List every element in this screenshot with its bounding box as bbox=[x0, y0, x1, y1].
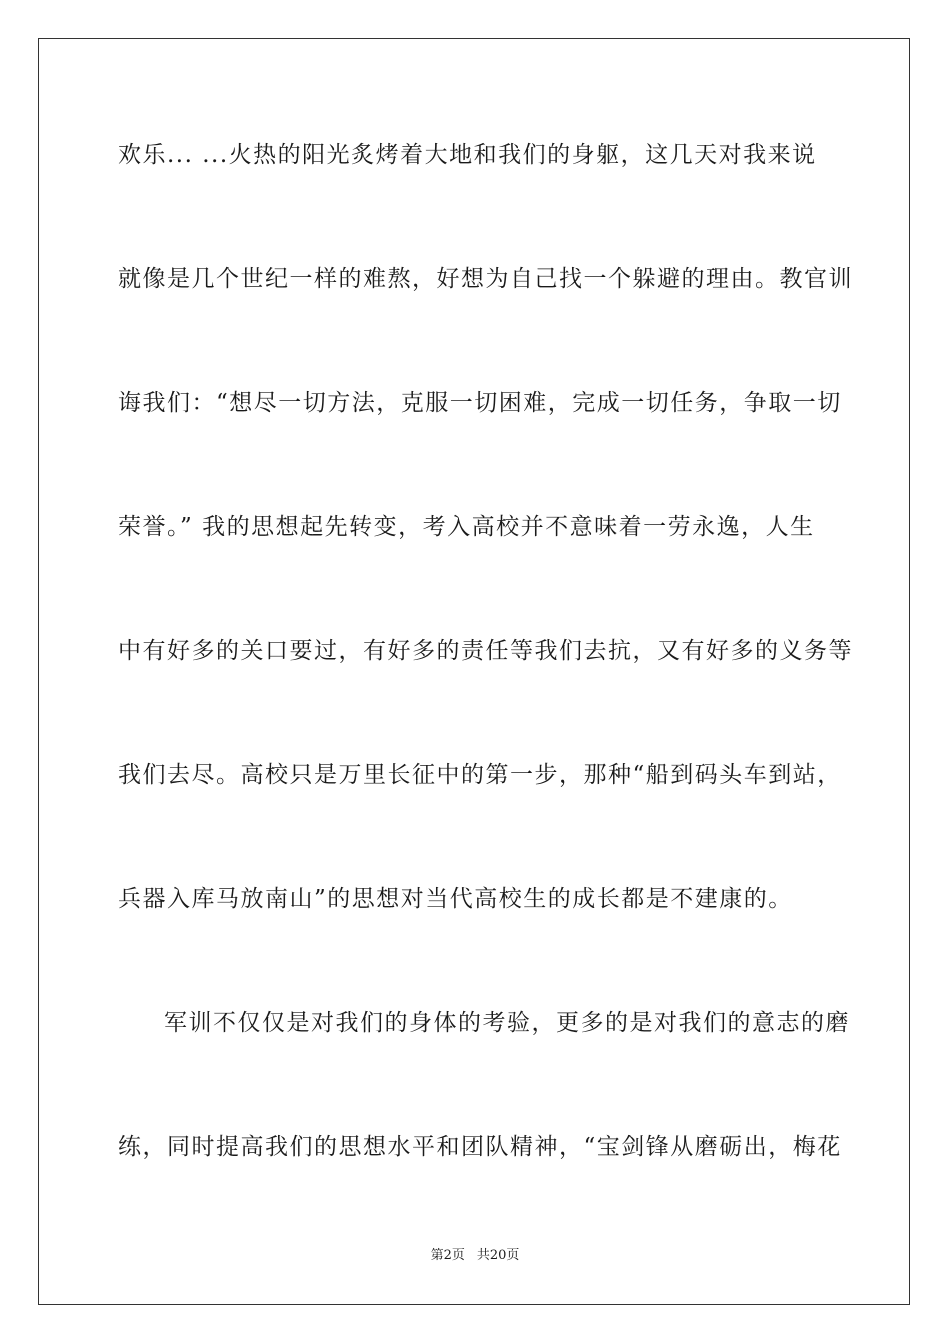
paragraph-first-line: 军训不仅仅是对我们的身体的考验，更多的是对我们的意志的磨 bbox=[164, 1010, 850, 1036]
text-line: 中有好多的关口要过，有好多的责任等我们去抗，又有好多的义务等 bbox=[118, 638, 853, 664]
text-line: 练，同时提高我们的思想水平和团队精神，“宝剑锋从磨砺出，梅花 bbox=[118, 1134, 842, 1160]
total-pages: 共20页 bbox=[476, 1248, 520, 1263]
text-line: 荣誉。” 我的思想起先转变，考入高校并不意味着一劳永逸，人生 bbox=[118, 514, 815, 540]
text-line: 欢乐... ...火热的阳光炙烤着大地和我们的身躯，这几天对我来说 bbox=[118, 142, 817, 168]
text-line: 兵器入库马放南山”的思想对当代高校生的成长都是不建康的。 bbox=[118, 886, 793, 912]
page-border bbox=[38, 38, 910, 1305]
text-line: 就像是几个世纪一样的难熬，好想为自己找一个躲避的理由。教官训 bbox=[118, 266, 853, 292]
text-line: 诲我们：“想尽一切方法，克服一切困难，完成一切任务，争取一切 bbox=[118, 390, 842, 416]
page-footer bbox=[0, 1247, 950, 1265]
text-line: 我们去尽。高校只是万里长征中的第一步，那种“船到码头车到站， bbox=[118, 762, 842, 788]
page-number: 第2页 bbox=[430, 1248, 465, 1263]
